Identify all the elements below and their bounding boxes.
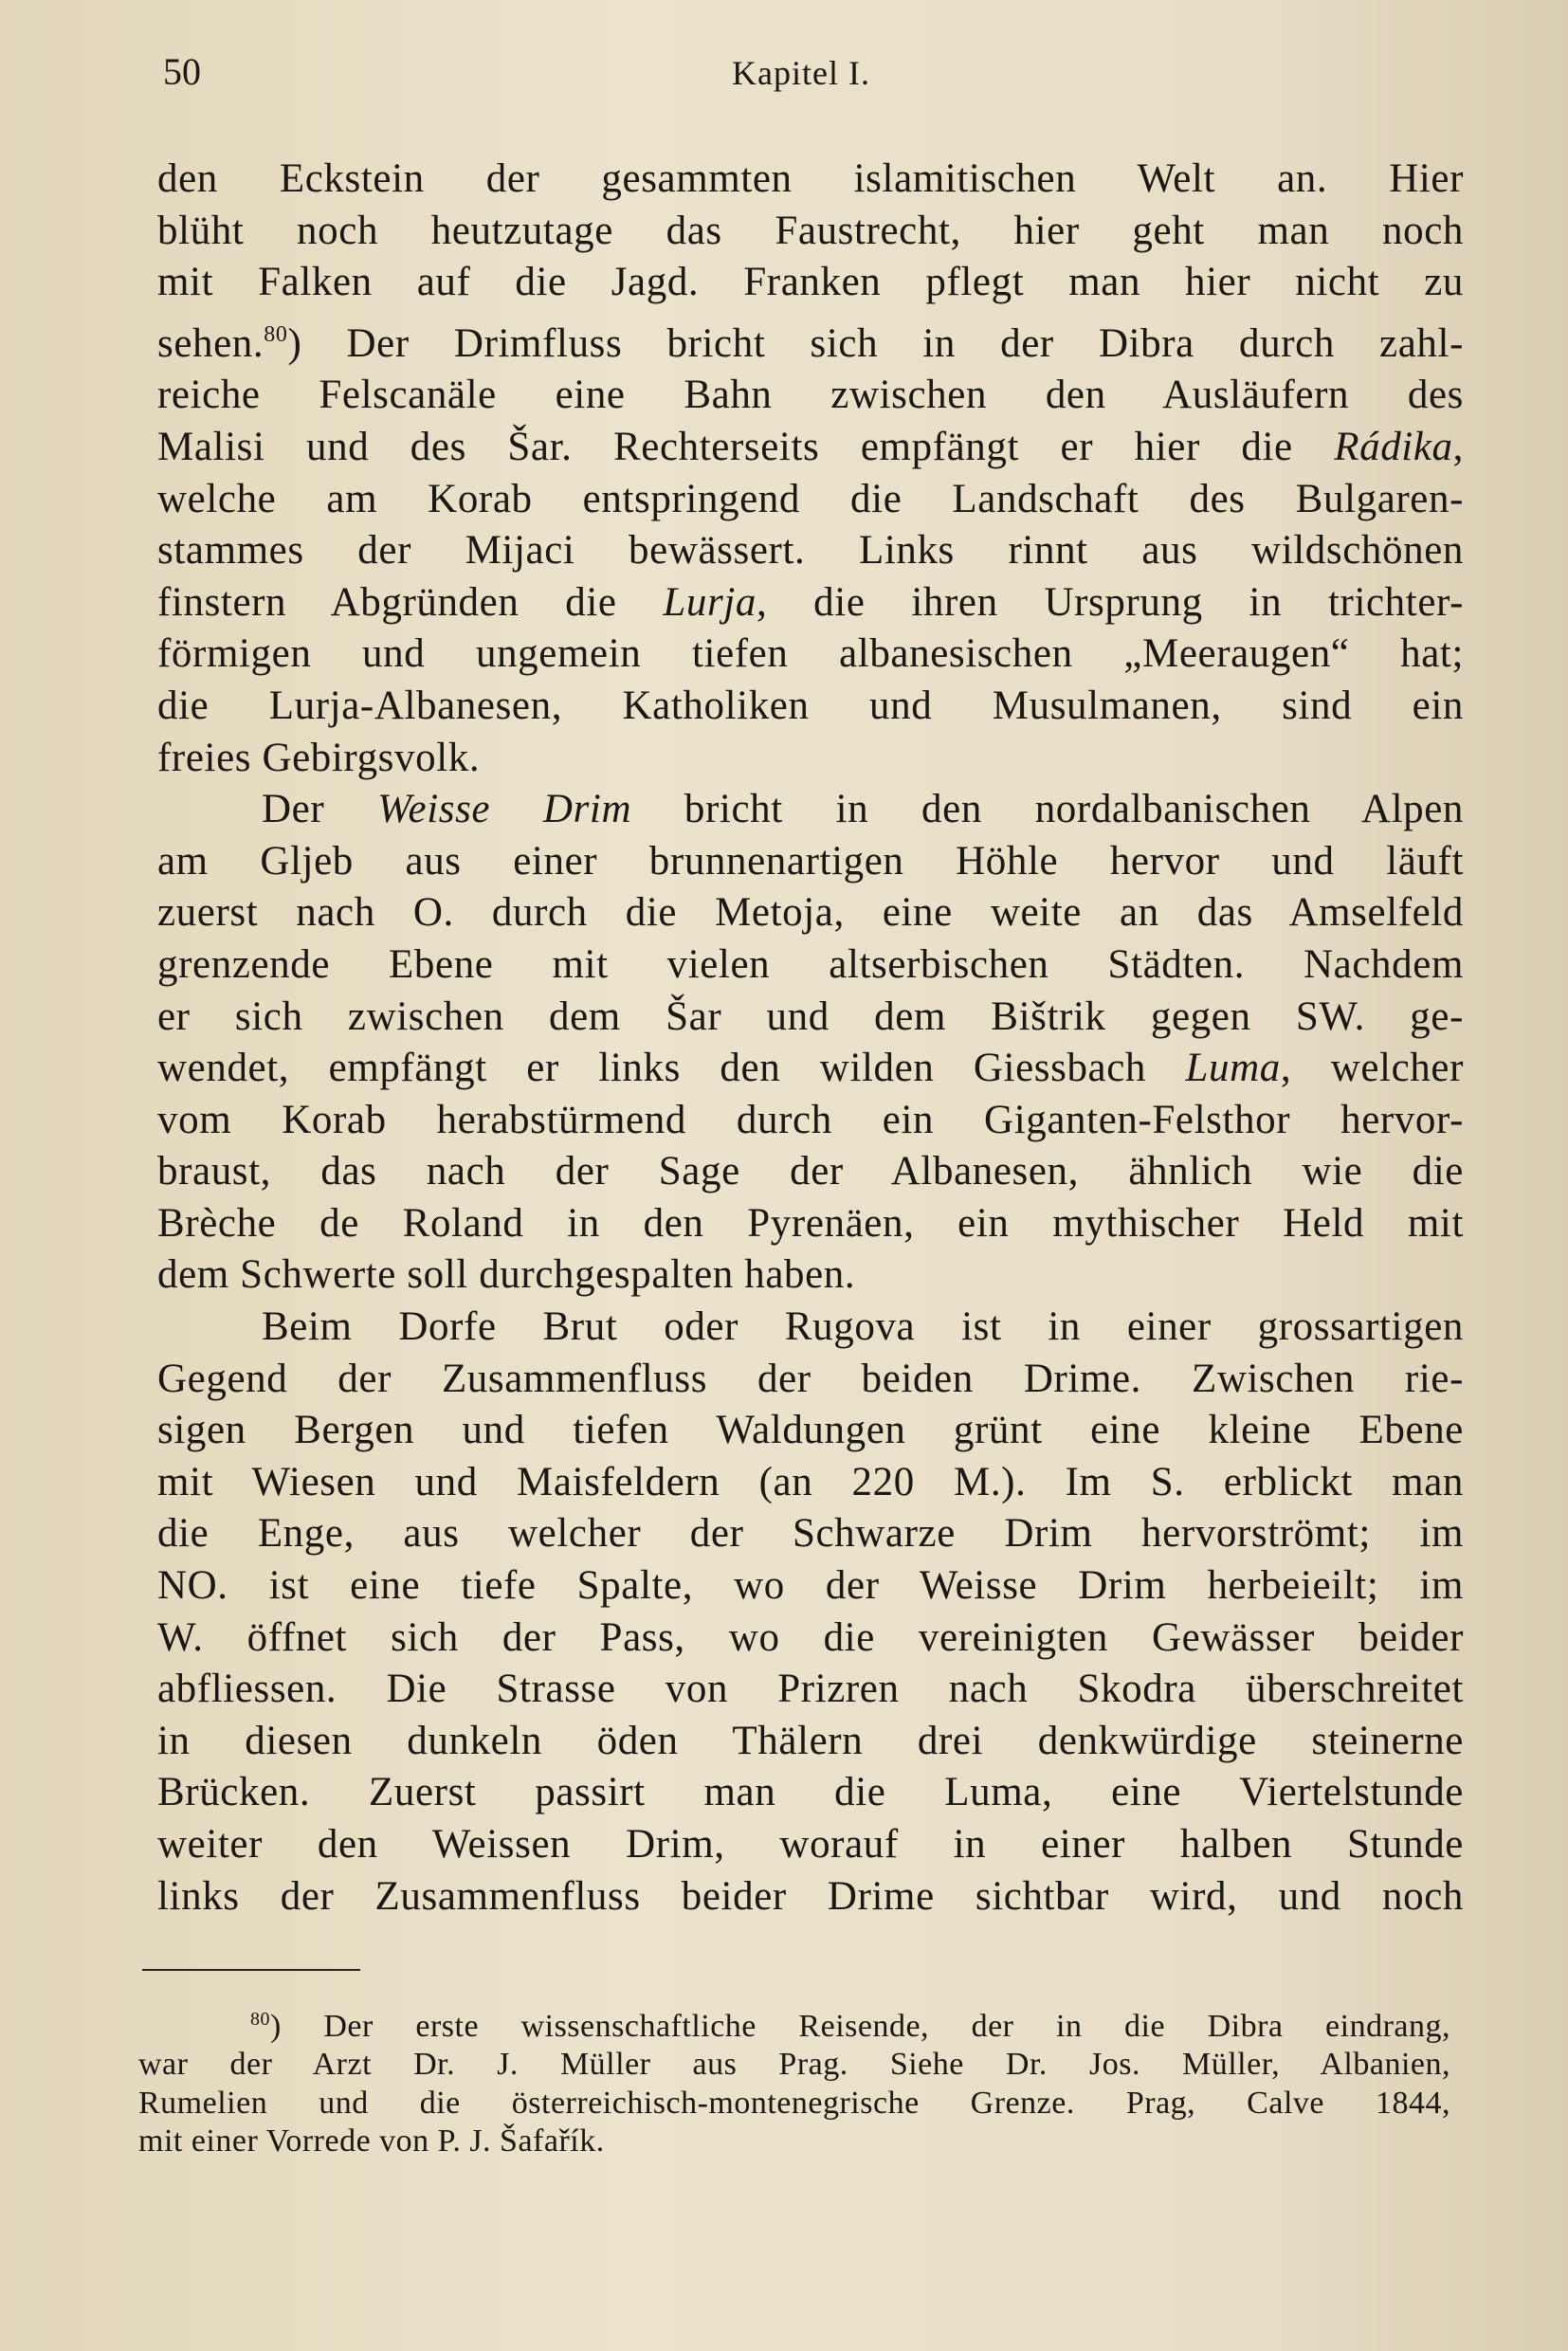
text-segment: finstern Abgründen die [157,579,664,625]
text-line: Brèche de Roland in den Pyrenäen, ein mythischer Held mit [157,1200,1464,1246]
river-name-luma: Luma [1185,1046,1281,1091]
text-segment: , welcher [1280,1046,1464,1091]
text-line: mit Falken auf die Jagd. Franken pflegt man hier nicht zu [157,260,1464,305]
footnote-line: Rumelien und die österreichisch-montenegrische Grenze. Prag, Calve 1844, [138,2085,1450,2121]
footnote-reference: 80 [264,321,288,347]
text-line: in diesen dunkeln öden Thälern drei denkwürdige steinerne [157,1718,1464,1763]
text-line: stammes der Mijaci bewässert. Links rinnt aus wildschönen [157,528,1464,574]
text-segment: Malisi und des Šar. Rechterseits empfängt er hier die [157,424,1335,469]
text-line [157,577,1464,629]
text-line: am Gljeb aus einer brunnenartigen Höhle hervor und läuft [157,838,1464,884]
text-segment: ) Der erste wissenschaftliche Reisende, der in die Dibra eindrang, [270,2009,1450,2044]
text-line: dem Schwerte soll durchgespalten haben. [157,1252,856,1298]
text-line [157,422,1464,474]
text-line: reiche Felscanäle eine Bahn zwischen den Ausläufern des [157,373,1464,418]
text-line: abfliessen. Die Strasse von Prizren nach Skodra überschreitet [157,1667,1464,1712]
footnote-divider [142,1969,360,1971]
text-line: zuerst nach O. durch die Metoja, eine weite an das Amselfeld [157,890,1464,936]
text-segment: ) Der Drimfluss bricht sich in der Dibra durch zahl- [287,320,1464,366]
text-line: grenzende Ebene mit vielen altserbischen Städten. Nachdem [157,941,1464,987]
text-segment: bricht in den nordalbanischen Alpen [631,787,1465,832]
text-line [157,1043,1464,1095]
text-segment: Der [262,787,378,832]
text-line: den Eckstein der gesammten islamitischen Welt an. Hier [157,156,1464,201]
text-line: freies Gebirgsvolk. [157,735,481,780]
river-name-radika: Rádika [1334,424,1453,469]
text-line: W. öffnet sich der Pass, wo die vereinigten Gewässer beider [157,1614,1464,1660]
text-line [157,309,1464,371]
text-line: blüht noch heutzutage das Faustrecht, hier geht man noch [157,208,1464,253]
footnote-line: war der Arzt Dr. J. Müller aus Prag. Siehe Dr. Jos. Müller, Albanien, [138,2047,1450,2083]
text-line: mit Wiesen und Maisfeldern (an 220 M.). Im S. erblickt man [157,1459,1464,1504]
text-segment: wendet, empfängt er links den wilden Giessbach [157,1046,1186,1091]
text-line: weiter den Weissen Drim, worauf in einer halben Stunde [157,1822,1464,1867]
text-line: die Enge, aus welcher der Schwarze Drim hervorströmt; im [157,1511,1464,1557]
text-segment: , [1452,424,1464,469]
text-line: NO. ist eine tiefe Spalte, wo der Weisse Drim herbeieilt; im [157,1563,1464,1609]
text-line [157,784,1464,836]
text-line: die Lurja-Albanesen, Katholiken und Musulmanen, sind ein [157,683,1464,728]
footnote-marker: 80 [250,2009,270,2030]
text-line: links der Zusammenfluss beider Drime sichtbar wird, und noch [157,1873,1464,1919]
text-line: er sich zwischen dem Šar und dem Bištrik gegen SW. ge- [157,993,1464,1039]
river-name-lurja: Lurja [663,579,757,625]
text-line: Gegend der Zusammenfluss der beiden Drime. Zwischen rie- [157,1356,1464,1401]
page-header [163,49,1471,106]
text-line: Beim Dorfe Brut oder Rugova ist in einer grossartigen [262,1304,1464,1350]
text-line: vom Korab herabstürmend durch ein Giganten-Felsthor hervor- [157,1097,1464,1142]
footnote [138,2000,1450,2161]
text-segment: sehen. [157,320,264,366]
running-head: Kapitel I. [732,54,870,92]
text-line: förmigen und ungemein tiefen albanesischen „Meeraugen“ hat; [157,631,1464,677]
text-line: braust, das nach der Sage der Albanesen, ähnlich wie die [157,1149,1464,1194]
body-text [157,154,1464,1923]
text-line: Brücken. Zuerst passirt man die Luma, eine Viertelstunde [157,1770,1464,1815]
page-number: 50 [163,50,201,93]
river-name-weisse-drim: Weisse Drim [377,787,632,832]
text-line: welche am Korab entspringend die Landschaft des Bulgaren- [157,476,1464,521]
footnote-line: mit einer Vorrede von P. J. Šafařík. [138,2123,605,2160]
text-line: sigen Bergen und tiefen Waldungen grünt eine kleine Ebene [157,1408,1464,1453]
footnote-line [138,2000,1450,2046]
text-segment: , die ihren Ursprung in trichter- [757,579,1464,625]
